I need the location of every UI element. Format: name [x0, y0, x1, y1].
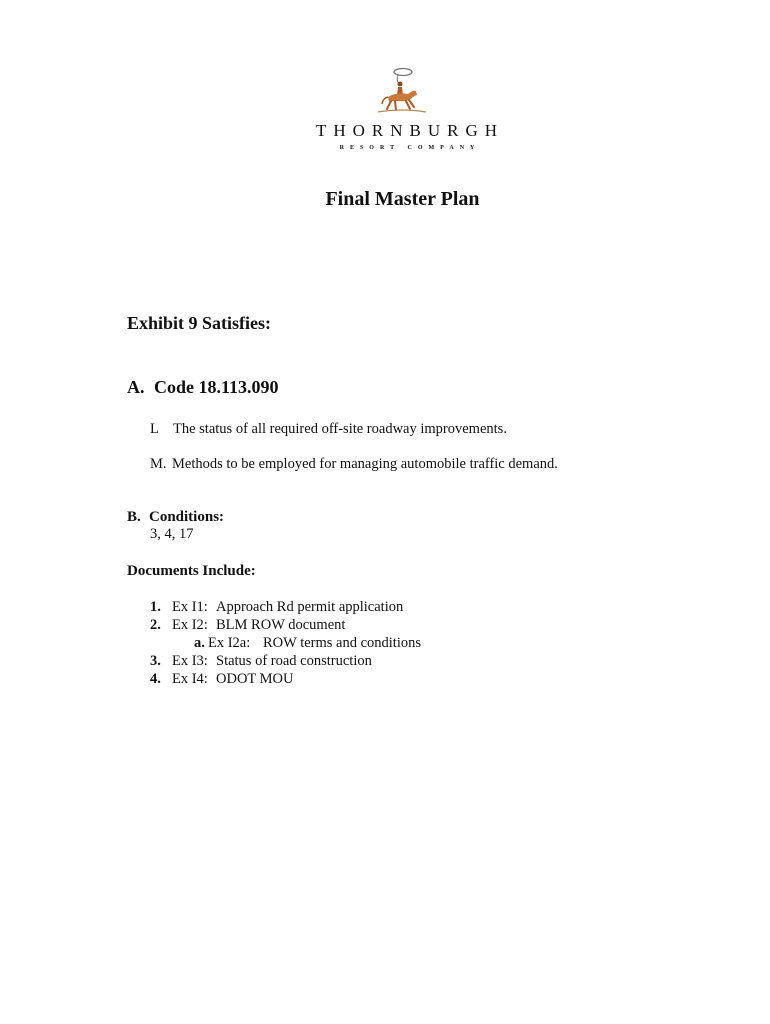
section-b-heading	[127, 509, 224, 526]
horse-rider-logo-icon	[376, 64, 428, 116]
item-text: Status of road construction	[216, 653, 372, 669]
item-exhibit: Ex I1:	[172, 599, 208, 615]
list-item	[150, 421, 507, 438]
item-exhibit: Ex I2a:	[208, 635, 251, 651]
list-item	[150, 617, 345, 634]
item-exhibit: Ex I4:	[172, 671, 208, 687]
company-subtitle: RESORT COMPANY	[339, 145, 481, 151]
item-text: Methods to be employed for managing automobile traffic demand.	[172, 456, 558, 472]
section-b-letter: B.	[127, 509, 141, 525]
list-item	[150, 456, 558, 473]
list-item	[150, 671, 293, 688]
item-exhibit: Ex I3:	[172, 653, 208, 669]
exhibit-heading: Exhibit 9 Satisfies:	[127, 313, 272, 333]
company-name: THORNBURGH	[315, 121, 505, 140]
list-item	[150, 599, 403, 616]
item-text: The status of all required off-site roadway improvements.	[173, 421, 507, 437]
item-text: ROW terms and conditions	[263, 635, 422, 651]
section-a-label: Code 18.113.090	[154, 377, 279, 397]
item-marker: M.	[150, 456, 167, 472]
conditions-value: 3, 4, 17	[150, 526, 194, 542]
item-number: 2.	[150, 617, 161, 633]
item-marker: L	[150, 421, 159, 437]
item-text: Approach Rd permit application	[216, 599, 404, 615]
section-a-heading	[127, 377, 279, 398]
documents-heading: Documents Include:	[127, 563, 256, 579]
item-number: 1.	[150, 599, 161, 615]
item-number: 4.	[150, 671, 161, 687]
item-text: ODOT MOU	[216, 671, 294, 687]
page-title: Final Master Plan	[325, 188, 480, 210]
item-exhibit: Ex I2:	[172, 617, 208, 633]
list-item	[194, 635, 421, 652]
section-a-letter: A.	[127, 377, 145, 397]
item-number: 3.	[150, 653, 161, 669]
item-text: BLM ROW document	[216, 617, 346, 633]
item-sub-letter: a.	[194, 635, 205, 651]
section-b-label: Conditions:	[149, 509, 225, 525]
list-item	[150, 653, 372, 670]
